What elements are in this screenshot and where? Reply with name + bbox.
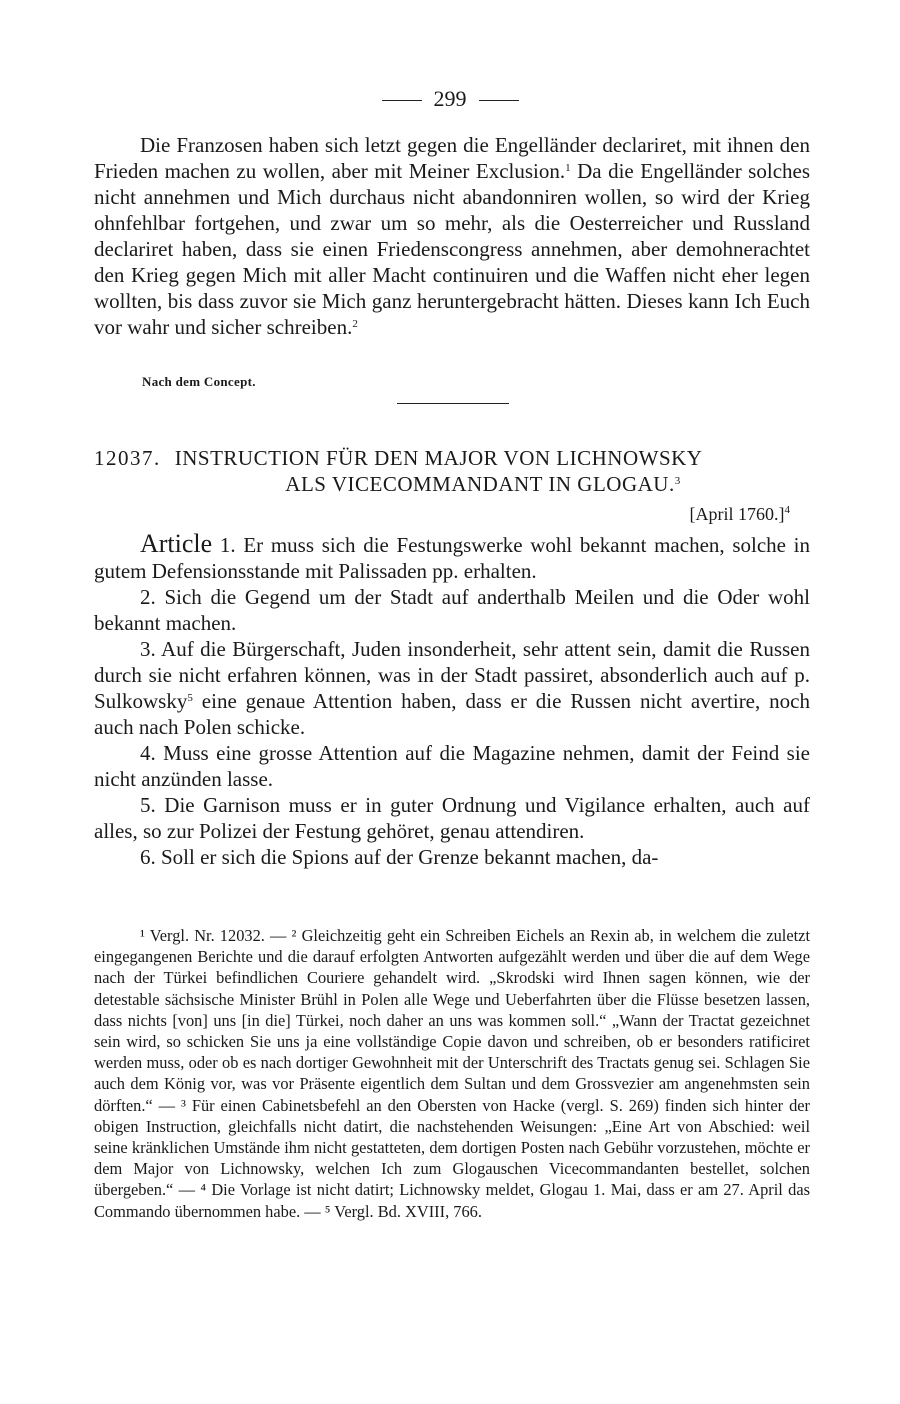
date-text: [April 1760.] bbox=[689, 504, 785, 524]
title-line-2: ALS VICECOMMANDANT IN GLOGAU. bbox=[285, 472, 675, 496]
article-1 bbox=[94, 531, 810, 584]
intro-text-continued: Da die Engelländer solches nicht annehmen und Mich durchaus nicht abandonniren wollen, so wird der Krieg ohnfehlbar fortgehen, und zwar um so mehr, als die Oesterreicher und Russland declariret haben, dass sie einen Friedenscongress annehmen, aber demohnerachtet den Krieg gegen Mich mit aller Macht continuiren und die Waffen nicht eher legen wollten, bis dass zuvor sie Mich ganz heruntergebracht hätten. Dieses kann Ich Euch vor wahr und sicher schreiben. bbox=[94, 159, 811, 339]
footnotes: ¹ Vergl. Nr. 12032. — ² Gleichzeitig geht ein Schreiben Eichels an Rexin ab, in welchem die zuletzt eingegangenen Berichte und die darauf erfolgten Antworten aufgezählt werden und über die auf dem Wege nach der Türkei befindlichen Couriere gehandelt wird. „Skrodski wird Ihnen sagen können, wie der detestable sächsische Minister Brühl in Polen alle Wege und Ueberfahrten über die Flüsse besetzen lassen, dass nichts [von] uns [in die] Türkei, noch daher an uns was kommen soll.“ „Wann der Tractat gezeichnet sein wird, so schicken Sie uns ja eine vollständige Copie davon und schreiben, ob er besonders ratificiret werden muss, oder ob es nach dortiger Gewohnheit mit der Unterschrift des Tractats genug sei. Schlagen Sie auch dem König vor, was vor Präsente eigentlich dem Sultan und dem Grossvezier am angenehmsten sein dörften.“ — ³ Für einen Cabinetsbefehl an den Obersten von Hacke (vergl. S. 269) finden sich hinter der obigen Instruction, gleichfalls nicht datirt, die nachstehenden Weisungen: „Eine Art von Abschied: weil seine kränklichen Umstände ihm nicht gestatteten, dem dortigen Posten nach Gebühr vorzustehen, möchte er dem Major von Lichnowsky, welchen Ich zum Glogauschen Vicecommandanten bestellet, solchen übergeben.“ — ⁴ Die Vorlage ist nicht datirt; Lichnowsky meldet, Glogau 1. Mai, dass er am 27. April das Commando übernommen habe. — ⁵ Vergl. Bd. XVIII, 766. bbox=[94, 926, 810, 1221]
source-note: Nach dem Concept. bbox=[142, 374, 256, 389]
articles-list bbox=[94, 531, 810, 870]
document-title bbox=[94, 445, 810, 497]
article-text-tail: eine genaue Attention haben, dass er die Russen nicht avertire, noch auch nach Polen schicke. bbox=[94, 689, 810, 739]
footnote-ref: 4 bbox=[784, 504, 790, 516]
article-text: 2. Sich die Gegend um der Stadt auf anderthalb Meilen und die Oder wohl bekannt machen. bbox=[94, 585, 810, 635]
document-number: 12037. bbox=[94, 446, 161, 470]
article-text: 4. Muss eine grosse Attention auf die Magazine nehmen, damit der Feind sie nicht anzünden lasse. bbox=[94, 741, 810, 791]
article-text: 5. Die Garnison muss er in guter Ordnung und Vigilance erhalten, auch auf alles, so zur Polizei der Festung gehöret, genau attendiren. bbox=[94, 793, 810, 843]
header-dash-right bbox=[479, 100, 519, 101]
article-text: 3. Auf die Bürgerschaft, Juden insonderheit, sehr attent sein, damit die Russen durch sie nicht erfahren können, was in der Stadt passiret, absonderlich auch auf p. Sulkowsky bbox=[94, 637, 810, 713]
article-lead: Article bbox=[140, 529, 213, 558]
footnote-ref: 1 bbox=[565, 162, 571, 174]
article-5 bbox=[94, 792, 810, 844]
intro-text: Die Franzosen haben sich letzt gegen die Engelländer declariret, mit ihnen den Frieden machen zu wollen, aber mit Meiner Exclusion. bbox=[94, 133, 810, 183]
footnote-ref: 5 bbox=[187, 692, 193, 704]
title-line-1: INSTRUCTION FÜR DEN MAJOR VON LICHNOWSKY bbox=[174, 446, 703, 470]
section-divider bbox=[397, 403, 509, 404]
header-dash-left bbox=[382, 100, 422, 101]
footnote-ref: 3 bbox=[674, 475, 681, 487]
footnote-ref: 2 bbox=[352, 318, 358, 330]
page-number-header bbox=[0, 86, 900, 112]
intro-paragraph bbox=[94, 132, 810, 340]
page-number: 299 bbox=[433, 86, 467, 111]
article-text: 6. Soll er sich die Spions auf der Grenze bekannt machen, da- bbox=[140, 845, 659, 869]
article-2 bbox=[94, 584, 810, 636]
article-text: 1. Er muss sich die Festungswerke wohl bekannt machen, solche in gutem Defensionsstande mit Palissaden pp. erhalten. bbox=[94, 533, 810, 583]
article-4 bbox=[94, 740, 810, 792]
article-6 bbox=[94, 844, 810, 870]
document-date bbox=[690, 504, 790, 525]
article-3 bbox=[94, 636, 810, 740]
